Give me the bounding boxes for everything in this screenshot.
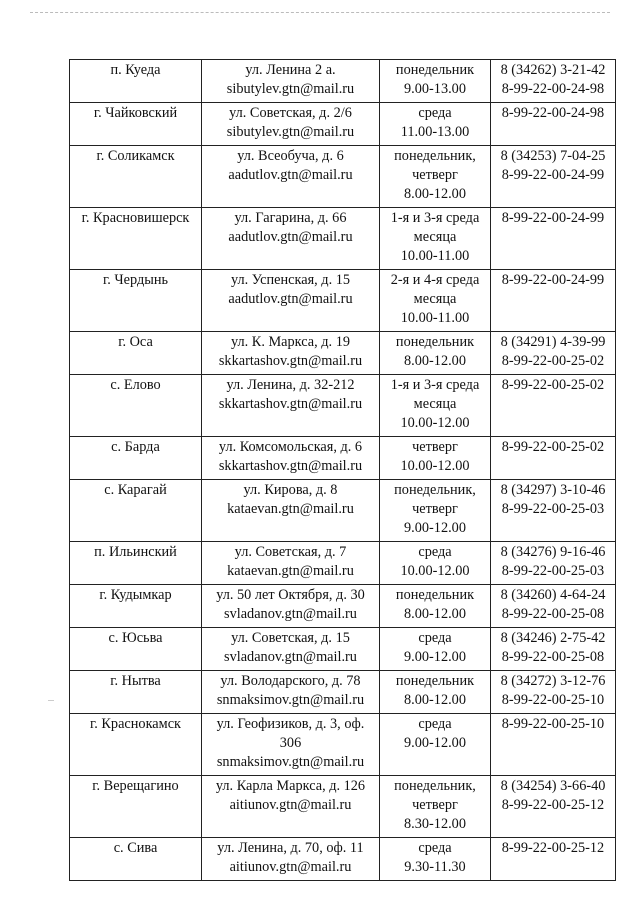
schedule-line: месяца	[413, 291, 457, 307]
phones-line: 8 (34291) 4-39-99	[500, 334, 606, 350]
table-row	[70, 437, 616, 480]
address-line: snmaksimov.gtn@mail.ru	[216, 692, 365, 708]
address-cell	[202, 103, 380, 146]
city-name: г. Соликамск	[96, 148, 175, 164]
schedule-cell	[380, 437, 491, 480]
phones-cell	[491, 480, 616, 542]
address-cell	[202, 270, 380, 332]
address-cell	[202, 671, 380, 714]
schedule-cell	[380, 375, 491, 437]
schedule-line: четверг	[412, 167, 458, 183]
city-cell	[70, 838, 202, 881]
address-cell	[202, 480, 380, 542]
schedule-cell	[380, 480, 491, 542]
table-row	[70, 60, 616, 103]
schedule-line: среда	[418, 716, 452, 732]
schedule-line: понедельник	[395, 673, 475, 689]
address-line: ул. Успенская, д. 15	[230, 272, 351, 288]
table-row	[70, 776, 616, 838]
phones-line: 8 (34272) 3-12-76	[500, 673, 606, 689]
schedule-line: 11.00-13.00	[400, 124, 470, 140]
address-line: aadutlov.gtn@mail.ru	[228, 167, 353, 183]
schedule-line: 10.00-12.00	[400, 415, 470, 431]
city-cell	[70, 480, 202, 542]
phones-line: 8-99-22-00-24-99	[501, 272, 605, 288]
phones-cell	[491, 585, 616, 628]
city-name: с. Юсьва	[108, 630, 163, 646]
schedule-cell	[380, 714, 491, 776]
schedule-line: месяца	[413, 396, 457, 412]
address-cell	[202, 776, 380, 838]
table-row	[70, 585, 616, 628]
city-cell	[70, 270, 202, 332]
address-line: skkartashov.gtn@mail.ru	[218, 458, 363, 474]
address-line: ул. Карла Маркса, д. 126	[215, 778, 366, 794]
schedule-cell	[380, 671, 491, 714]
schedule-line: 9.00-12.00	[404, 649, 466, 665]
address-cell	[202, 208, 380, 270]
schedule-cell	[380, 776, 491, 838]
address-cell	[202, 332, 380, 375]
table-row	[70, 480, 616, 542]
phones-cell	[491, 146, 616, 208]
city-cell	[70, 375, 202, 437]
city-cell	[70, 332, 202, 375]
address-line: aadutlov.gtn@mail.ru	[228, 291, 353, 307]
city-cell	[70, 60, 202, 103]
city-name: г. Чердынь	[102, 272, 169, 288]
phones-line: 8-99-22-00-24-98	[501, 81, 605, 97]
phones-line: 8-99-22-00-25-02	[501, 377, 605, 393]
city-cell	[70, 585, 202, 628]
address-line: ул. Гагарина, д. 66	[234, 210, 347, 226]
table-row	[70, 714, 616, 776]
schedule-cell	[380, 146, 491, 208]
address-line: ул. Ленина, д. 32-212	[226, 377, 355, 393]
address-line: ул. Кирова, д. 8	[243, 482, 338, 498]
schedule-cell	[380, 208, 491, 270]
table-row	[70, 270, 616, 332]
phones-line: 8-99-22-00-25-12	[501, 840, 605, 856]
schedule-line: 8.00-12.00	[404, 692, 466, 708]
schedule-line: 8.00-12.00	[404, 186, 466, 202]
phones-cell	[491, 270, 616, 332]
phones-cell	[491, 628, 616, 671]
phones-cell	[491, 542, 616, 585]
scan-mark	[48, 700, 54, 701]
address-line: snmaksimov.gtn@mail.ru	[216, 754, 365, 770]
address-line: sibutylev.gtn@mail.ru	[226, 81, 355, 97]
phones-line: 8-99-22-00-24-99	[501, 167, 605, 183]
phones-cell	[491, 332, 616, 375]
phones-cell	[491, 60, 616, 103]
city-cell	[70, 714, 202, 776]
phones-line: 8 (34276) 9-16-46	[500, 544, 606, 560]
address-line: ул. Геофизиков, д. 3, оф.	[216, 716, 365, 732]
schedule-line: 8.30-12.00	[404, 816, 466, 832]
address-line: kataevan.gtn@mail.ru	[227, 563, 354, 579]
address-line: ул. Володарского, д. 78	[220, 673, 361, 689]
schedule-line: 10.00-12.00	[400, 458, 470, 474]
phones-line: 8-99-22-00-24-99	[501, 210, 605, 226]
schedule-line: понедельник	[395, 62, 475, 78]
city-name: с. Барда	[111, 439, 160, 455]
address-cell	[202, 146, 380, 208]
schedule-line: 8.00-12.00	[404, 606, 466, 622]
phones-cell	[491, 838, 616, 881]
address-cell	[202, 838, 380, 881]
address-cell	[202, 437, 380, 480]
address-line: svladanov.gtn@mail.ru	[224, 606, 357, 622]
schedule-line: 1-я и 3-я среда	[390, 377, 480, 393]
city-cell	[70, 776, 202, 838]
phones-cell	[491, 437, 616, 480]
schedule-line: четверг	[412, 501, 458, 517]
city-name: с. Елово	[110, 377, 161, 393]
city-name: г. Красновишерск	[81, 210, 190, 226]
schedule-line: 9.00-12.00	[404, 520, 466, 536]
schedule-line: понедельник,	[394, 482, 476, 498]
schedule-line: 9.30-11.30	[404, 859, 466, 875]
schedule-line: 8.00-12.00	[404, 353, 466, 369]
schedule-line: 10.00-11.00	[400, 310, 470, 326]
phones-line: 8-99-22-00-25-10	[501, 716, 605, 732]
city-name: г. Чайковский	[93, 105, 178, 121]
address-line: sibutylev.gtn@mail.ru	[226, 124, 355, 140]
city-cell	[70, 628, 202, 671]
address-line: 306	[279, 735, 302, 751]
address-line: aadutlov.gtn@mail.ru	[228, 229, 353, 245]
city-name: г. Кудымкар	[99, 587, 172, 603]
schedule-cell	[380, 585, 491, 628]
address-cell	[202, 628, 380, 671]
schedule-line: четверг	[412, 439, 458, 455]
table-row	[70, 838, 616, 881]
city-cell	[70, 542, 202, 585]
address-line: aitiunov.gtn@mail.ru	[229, 797, 352, 813]
phones-cell	[491, 671, 616, 714]
city-cell	[70, 671, 202, 714]
schedule-line: понедельник,	[394, 148, 476, 164]
city-name: г. Оса	[118, 334, 153, 350]
address-line: skkartashov.gtn@mail.ru	[218, 396, 363, 412]
phones-line: 8-99-22-00-25-12	[501, 797, 605, 813]
address-cell	[202, 60, 380, 103]
address-cell	[202, 542, 380, 585]
city-name: п. Куеда	[110, 62, 161, 78]
phones-cell	[491, 208, 616, 270]
phones-line: 8-99-22-00-24-98	[501, 105, 605, 121]
schedule-cell	[380, 103, 491, 146]
phones-cell	[491, 776, 616, 838]
address-line: kataevan.gtn@mail.ru	[227, 501, 354, 517]
table-row	[70, 208, 616, 270]
table-row	[70, 542, 616, 585]
address-line: ул. Советская, д. 2/6	[229, 105, 352, 121]
phones-cell	[491, 375, 616, 437]
address-cell	[202, 375, 380, 437]
schedule-cell	[380, 628, 491, 671]
address-line: ул. К. Маркса, д. 19	[230, 334, 351, 350]
schedule-line: 10.00-11.00	[400, 248, 470, 264]
address-line: ул. Советская, д. 7	[234, 544, 347, 560]
table-row	[70, 332, 616, 375]
schedule-line: 9.00-12.00	[404, 735, 466, 751]
address-cell	[202, 714, 380, 776]
table-row	[70, 146, 616, 208]
phones-line: 8 (34297) 3-10-46	[500, 482, 606, 498]
phones-line: 8 (34254) 3-66-40	[500, 778, 606, 794]
phones-line: 8 (34262) 3-21-42	[500, 62, 606, 78]
address-line: ул. Комсомольская, д. 6	[218, 439, 363, 455]
schedule-line: понедельник	[395, 587, 475, 603]
phones-line: 8-99-22-00-25-08	[501, 606, 605, 622]
schedule-cell	[380, 332, 491, 375]
schedule-line: понедельник,	[394, 778, 476, 794]
address-line: ул. Всеобуча, д. 6	[237, 148, 344, 164]
schedule-line: месяца	[413, 229, 457, 245]
phones-line: 8-99-22-00-25-03	[501, 563, 605, 579]
city-name: п. Ильинский	[94, 544, 177, 560]
phones-cell	[491, 714, 616, 776]
address-line: skkartashov.gtn@mail.ru	[218, 353, 363, 369]
table-row	[70, 628, 616, 671]
phones-line: 8-99-22-00-25-08	[501, 649, 605, 665]
address-line: ул. 50 лет Октября, д. 30	[216, 587, 365, 603]
schedule-cell	[380, 542, 491, 585]
schedule-line: 10.00-12.00	[400, 563, 470, 579]
schedule-line: среда	[418, 840, 452, 856]
table-row	[70, 671, 616, 714]
city-name: с. Карагай	[104, 482, 167, 498]
city-name: г. Краснокамск	[90, 716, 181, 732]
phones-line: 8 (34253) 7-04-25	[500, 148, 606, 164]
city-name: г. Нытва	[110, 673, 161, 689]
schedule-cell	[380, 270, 491, 332]
city-cell	[70, 208, 202, 270]
phones-cell	[491, 103, 616, 146]
city-cell	[70, 146, 202, 208]
table-body	[70, 60, 616, 881]
address-line: aitiunov.gtn@mail.ru	[229, 859, 352, 875]
phones-line: 8-99-22-00-25-02	[501, 439, 605, 455]
schedule-line: 9.00-13.00	[404, 81, 466, 97]
schedule-line: среда	[418, 544, 452, 560]
schedule-line: 1-я и 3-я среда	[390, 210, 480, 226]
address-line: svladanov.gtn@mail.ru	[224, 649, 357, 665]
phones-line: 8 (34260) 4-64-24	[500, 587, 606, 603]
address-line: ул. Ленина, д. 70, оф. 11	[217, 840, 364, 856]
phones-line: 8 (34246) 2-75-42	[500, 630, 606, 646]
city-name: с. Сива	[113, 840, 158, 856]
city-name: г. Верещагино	[92, 778, 179, 794]
table-row	[70, 375, 616, 437]
address-line: ул. Советская, д. 15	[231, 630, 350, 646]
city-cell	[70, 103, 202, 146]
phones-line: 8-99-22-00-25-10	[501, 692, 605, 708]
schedule-line: среда	[418, 630, 452, 646]
schedule-line: 2-я и 4-я среда	[390, 272, 480, 288]
city-cell	[70, 437, 202, 480]
address-cell	[202, 585, 380, 628]
address-line: ул. Ленина 2 а.	[245, 62, 336, 78]
phones-line: 8-99-22-00-25-03	[501, 501, 605, 517]
schedule-line: понедельник	[395, 334, 475, 350]
phones-line: 8-99-22-00-25-02	[501, 353, 605, 369]
office-schedule-table	[69, 59, 616, 881]
schedule-cell	[380, 60, 491, 103]
schedule-cell	[380, 838, 491, 881]
table-row	[70, 103, 616, 146]
page-top-border	[30, 12, 610, 13]
schedule-line: среда	[418, 105, 452, 121]
schedule-line: четверг	[412, 797, 458, 813]
